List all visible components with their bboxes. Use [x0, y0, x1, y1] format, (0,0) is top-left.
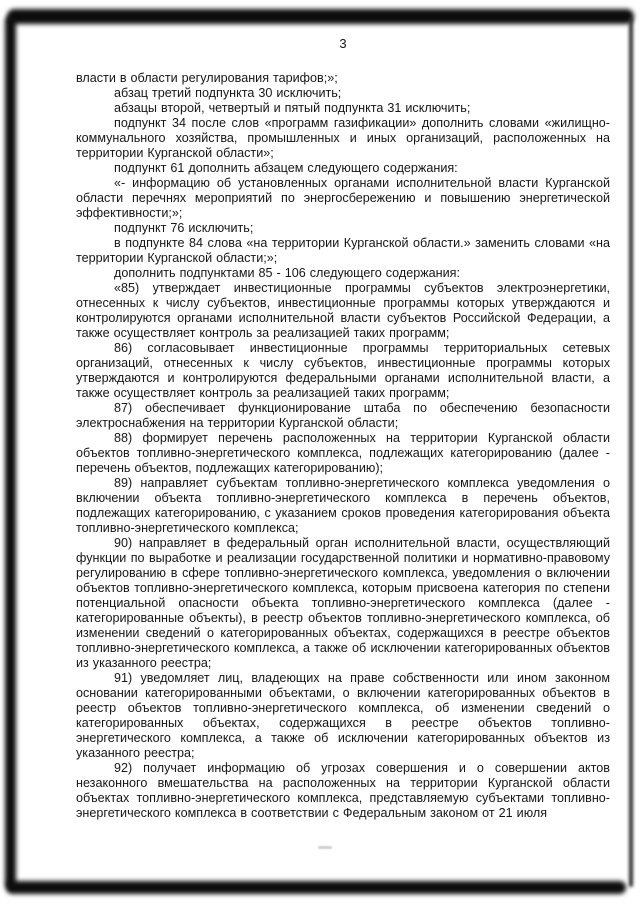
paragraph: 86) согласовывает инвестиционные программы территориальных сетевых организаций, отнесенных к числу субъектов, инвестиционные программы которых утверждаются и контролируются федеральными органами исполнительной власти, а также осуществляет контроль за реализацией таких программ; — [76, 341, 610, 400]
paragraph: в подпункте 84 слова «на территории Курганской области.» заменить словами «на территории Курганской области;»; — [76, 236, 610, 265]
paragraph: подпункт 61 дополнить абзацем следующего содержания: — [114, 161, 458, 175]
document-content — [76, 36, 610, 821]
paragraph: 91) уведомляет лиц, владеющих на праве собственности или ином законном основании категорированными объектами, о включении категорированных объектов в реестр объектов топливно-энергетического комплекса, об изменении сведений о категорированных объектах, содержащихся в реестре объектов топливно-энергетического комплекса, а также об исключении категорированных объектов из указанного реестра; — [76, 671, 610, 760]
scan-speck — [318, 846, 332, 849]
scan-edge-bottom — [6, 881, 626, 894]
paragraph: 90) направляет в федеральный орган исполнительной власти, осуществляющий функции по выработке и реализации государственной политики и нормативно-правовому регулированию в сфере топливно-энергетического комплекса, уведомления о включении объектов топливно-энергетического комплекса, которым присвоена категория по степени потенциальной опасности объекта топливно-энергетического комплекса (далее - категорированные объекты), в реестр объектов топливно-энергетического комплекса, об изменении сведений о категорированных объектах, содержащихся в реестре объектов топливно-энергетического комплекса, а также об исключении категорированных объектов из указанного реестра; — [76, 536, 610, 670]
paragraph: абзац третий подпункта 30 исключить; — [114, 86, 342, 100]
paragraph: «85) утверждает инвестиционные программы субъектов электроэнергетики, отнесенных к числу субъектов, инвестиционные программы которых утверждаются и контролируются органами исполнительной власти субъектов Российской Федерации, а также осуществляет контроль за реализацией таких программ; — [76, 281, 610, 340]
paragraph: 89) направляет субъектам топливно-энергетического комплекса уведомления о включении объекта топливно-энергетического комплекса в перечень объектов, подлежащих категорированию, с указанием сроков проведения категорирования объекта топливно-энергетического комплекса; — [76, 476, 610, 535]
paragraph: власти в области регулирования тарифов;»; — [76, 71, 338, 85]
scan-edge-right — [629, 18, 633, 887]
paragraph: 88) формирует перечень расположенных на территории Курганской области объектов топливно-энергетического комплекса, подлежащих категорированию (далее - перечень объектов, подлежащих категорированию); — [76, 431, 610, 475]
paragraph: дополнить подпунктами 85 - 106 следующего содержания: — [114, 266, 460, 280]
paragraph: подпункт 76 исключить; — [114, 221, 254, 235]
page-number: 3 — [339, 36, 347, 51]
paragraph: 92) получает информацию об угрозах совершения и о совершении актов незаконного вмешательства на расположенных на территории Курганской области объектах топливно-энергетического комплекса, представляемую субъектами топливно-энергетического комплекса в соответствии с Федеральным законом от 21 июля — [76, 761, 610, 820]
paragraph: абзацы второй, четвертый и пятый подпункта 31 исключить; — [114, 101, 471, 115]
paragraph: «- информацию об установленных органами исполнительной власти Курганской области перечнях мероприятий по энергосбережению и повышению энергетической эффективности;»; — [76, 176, 610, 220]
paragraph: 87) обеспечивает функционирование штаба по обеспечению безопасности электроснабжения на территории Курганской области; — [76, 401, 610, 430]
scan-edge-top — [7, 9, 634, 24]
scan-edge-left — [5, 16, 16, 889]
paragraph: подпункт 34 после слов «программ газификации» дополнить словами «жилищно-коммунального хозяйства, промышленных и иных организаций, расположенных на территории Курганской области»; — [76, 116, 610, 160]
